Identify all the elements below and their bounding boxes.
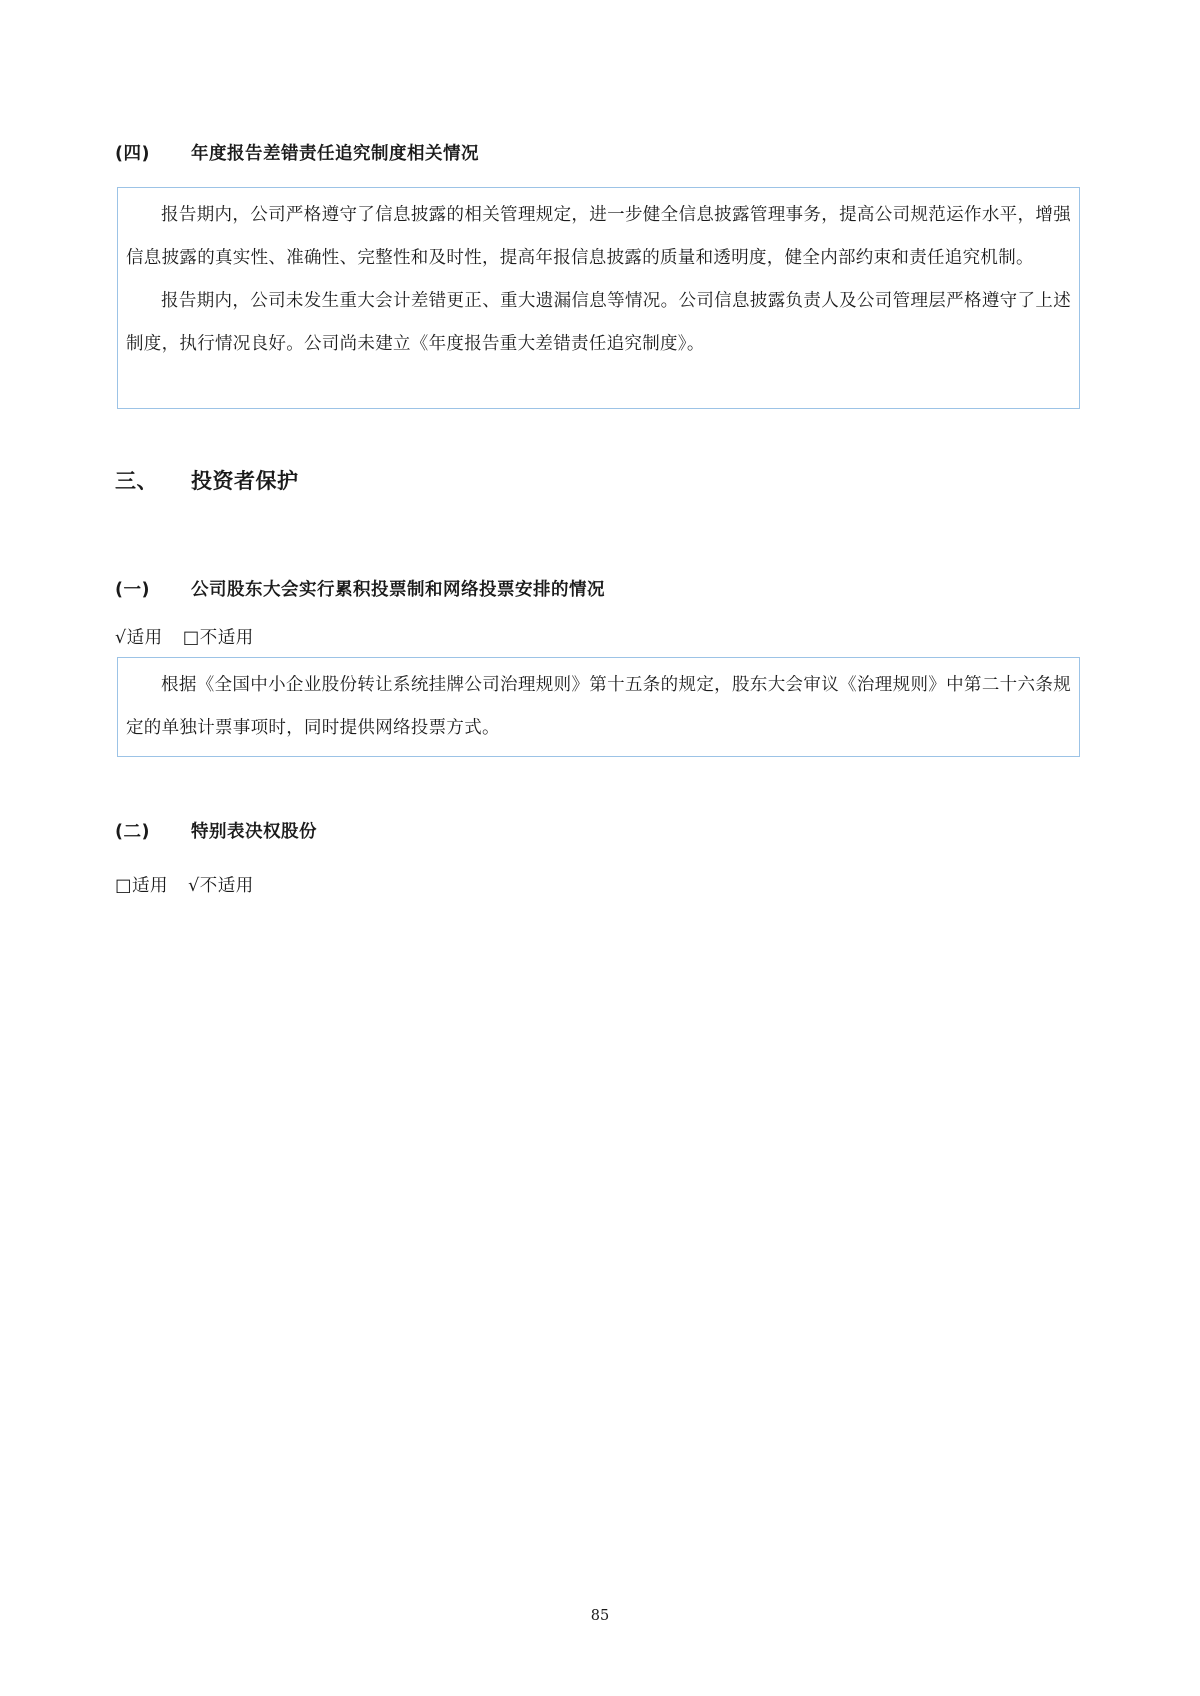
section-3-heading — [115, 465, 299, 495]
paragraph: 报告期内，公司未发生重大会计差错更正、重大遗漏信息等情况。公司信息披露负责人及公司管理层严格遵守了上述制度，执行情况良好。公司尚未建立《年度报告重大差错责任追究制度》。 — [126, 291, 1071, 354]
subsection-1-text-box — [117, 657, 1080, 757]
subsection-1-label: (一) — [115, 580, 150, 600]
section-4-title: 年度报告差错责任追究制度相关情况 — [191, 144, 479, 164]
section-4-text-box — [117, 187, 1080, 409]
subsection-2-title: 特别表决权股份 — [191, 822, 317, 842]
section-3-title: 投资者保护 — [191, 469, 299, 493]
section-3-label: 三、 — [115, 469, 158, 493]
subsection-1-applicability — [115, 624, 254, 649]
section-4-label: (四) — [115, 144, 150, 164]
subsection-2-applicability — [115, 872, 254, 897]
subsection-2-heading — [115, 818, 317, 843]
applicable-option: √适用 — [115, 628, 163, 648]
not-applicable-option: √不适用 — [188, 876, 254, 896]
page-number: 85 — [590, 1608, 610, 1624]
subsection-2-label: (二) — [115, 822, 150, 842]
paragraph: 报告期内，公司严格遵守了信息披露的相关管理规定，进一步健全信息披露管理事务，提高公司规范运作水平，增强信息披露的真实性、准确性、完整性和及时性，提高年报信息披露的质量和透明度，健全内部约束和责任追究机制。 — [126, 205, 1071, 268]
applicable-option: □适用 — [115, 876, 169, 896]
paragraph: 根据《全国中小企业股份转让系统挂牌公司治理规则》第十五条的规定，股东大会审议《治理规则》中第二十六条规定的单独计票事项时，同时提供网络投票方式。 — [126, 675, 1071, 738]
section-4-heading — [115, 140, 479, 165]
subsection-1-heading — [115, 576, 605, 601]
subsection-1-title: 公司股东大会实行累积投票制和网络投票安排的情况 — [191, 580, 605, 600]
not-applicable-option: □不适用 — [182, 628, 254, 648]
